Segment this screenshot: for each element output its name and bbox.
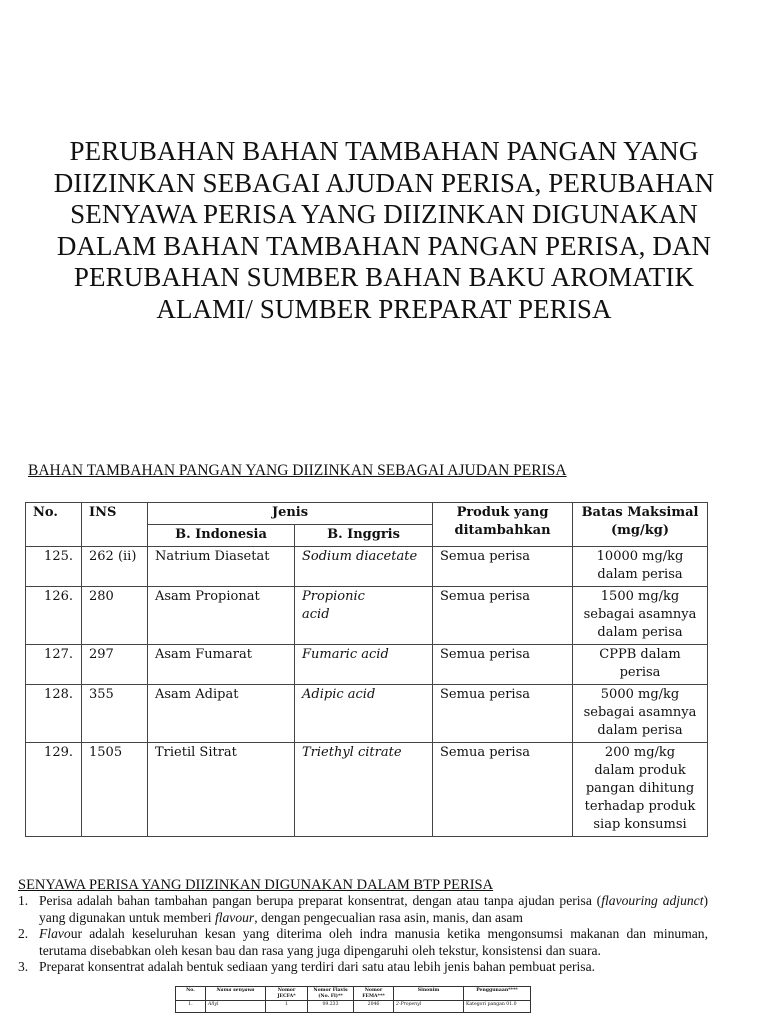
item-text-italic: flavour [214,909,255,925]
list-item [18,959,708,976]
small-cell: 2-Propenyl [394,1001,464,1013]
small-cell: Allyl [206,1001,266,1013]
col-produk-line: ditambahkan [454,523,551,538]
limit-line: terhadap produk [584,799,696,814]
title-line: PERUBAHAN SUMBER BAHAN BAKU AROMATIK [73,262,695,292]
cell-indo: Trietil Sitrat [148,743,295,837]
title-line: ALAMI/ SUMBER PREPARAT PERISA [156,293,612,324]
cell-eng: Sodium diacetate [295,547,433,587]
table-row [26,743,708,837]
limit-line: CPPB dalam [599,647,681,662]
limit-line: dalam perisa [597,567,683,582]
cell-ins: 1505 [82,743,148,837]
table-row [26,685,708,743]
flavour-compound-table [175,986,531,1013]
col-produk [433,503,573,547]
small-cell: 2046 [354,1001,394,1013]
col-produk-line: Produk yang [456,505,549,520]
col-b-indonesia: B. Indonesia [148,525,295,547]
section2-heading: SENYAWA PERISA YANG DIIZINKAN DIGUNAKAN DALAM BTP PERISA [18,877,494,893]
cell-eng: Triethyl citrate [295,743,433,837]
item-number: 3. [18,959,29,975]
cell-eng: Fumaric acid [295,645,433,685]
cell-limit [573,547,708,587]
cell-limit [573,685,708,743]
small-col-header: No. [176,987,206,1001]
col-batas [573,503,708,547]
limit-line: 5000 mg/kg [600,687,680,702]
small-col-header: Nomor Flavis (No. Fl)** [308,987,354,1001]
small-col-header: Nama senyawa [206,987,266,1001]
cell-ins: 355 [82,685,148,743]
table-row [26,587,708,645]
cell-eng-text: Propionic acid [302,589,365,622]
limit-line: sebagai asamnya [583,607,697,622]
small-cell: 1. [176,1001,206,1013]
cell-produk: Semua perisa [433,547,573,587]
limit-line: dalam produk [594,763,686,778]
item-text: , dengan pengecualian rasa asin, manis, dan asam [254,909,523,925]
cell-no: 125. [26,547,82,587]
cell-no: 126. [26,587,82,645]
item-text-italic: Flavo [39,926,71,942]
small-col-header: Penggunaan**** [464,987,531,1001]
limit-line: sebagai asamnya [583,705,697,720]
page-title [20,136,748,325]
cell-limit [573,743,708,837]
title-line: DIIZINKAN SEBAGAI AJUDAN PERISA, PERUBAHAN [53,167,715,198]
small-col-header: Sinonim [394,987,464,1001]
limit-line: pangan dihitung [585,781,695,796]
col-batas-line: Batas Maksimal [581,505,699,520]
adjunct-table [25,502,708,837]
small-cell: Kategori pangan 01.0 [464,1001,531,1013]
title-line: DALAM BAHAN TAMBAHAN PANGAN PERISA, DAN [56,230,712,261]
cell-no: 127. [26,645,82,685]
item-text: ) yang digunakan untuk memberi [39,893,709,925]
cell-produk: Semua perisa [433,587,573,645]
item-text: adalah keseluruhan kesan yang diterima oleh indra manusia ketika mengonsumsi makanan dan minuman, terutama disebabkan oleh kesan bau dan rasa yang juga dipengaruhi oleh tekstur, konsistensi dan suara. [39,926,708,958]
item-text: Perisa adalah bahan tambahan pangan berupa preparat konsentrat, dengan atau tanpa ajudan perisa ( [39,893,602,908]
list-item [18,893,708,926]
cell-produk: Semua perisa [433,685,573,743]
limit-line: perisa [619,665,661,680]
limit-line: siap konsumsi [593,817,687,832]
title-line: PERUBAHAN BAHAN TAMBAHAN PANGAN YANG [69,136,699,166]
cell-indo: Natrium Diasetat [148,547,295,587]
small-cell: 1 [266,1001,308,1013]
col-jenis: Jenis [148,503,433,525]
cell-eng [295,587,433,645]
small-col-header: Nomor JECFA* [266,987,308,1001]
limit-line: dalam perisa [597,625,683,640]
col-batas-line: (mg/kg) [611,523,670,538]
limit-line: 1500 mg/kg [600,589,680,604]
cell-produk: Semua perisa [433,645,573,685]
table-row [176,1001,531,1013]
cell-indo: Asam Propionat [148,587,295,645]
cell-ins: 297 [82,645,148,685]
title-line: SENYAWA PERISA YANG DIIZINKAN DIGUNAKAN [70,199,698,229]
item-text-italic: flavouring adjunct [601,893,704,908]
cell-limit [573,587,708,645]
cell-no: 128. [26,685,82,743]
cell-limit [573,645,708,685]
cell-ins: 280 [82,587,148,645]
cell-eng: Adipic acid [295,685,433,743]
cell-indo: Asam Adipat [148,685,295,743]
col-b-inggris: B. Inggris [295,525,433,547]
item-number: 2. [18,926,29,942]
limit-line: 200 mg/kg [604,745,676,760]
limit-line: dalam perisa [597,723,683,738]
small-col-header: Nomor FEMA*** [354,987,394,1001]
col-no: No. [26,503,82,547]
table-row [26,547,708,587]
definitions-list [18,893,708,976]
cell-indo: Asam Fumarat [148,645,295,685]
cell-no: 129. [26,743,82,837]
item-text: Preparat konsentrat adalah bentuk sediaan yang terdiri dari satu atau lebih jenis bahan pembuat perisa. [39,959,596,975]
col-ins: INS [82,503,148,547]
cell-produk: Semua perisa [433,743,573,837]
list-item [18,926,708,959]
cell-ins: 262 (ii) [82,547,148,587]
limit-line: 10000 mg/kg [596,549,684,564]
small-cell: 09.233 [308,1001,354,1013]
section1-heading: BAHAN TAMBAHAN PANGAN YANG DIIZINKAN SEBAGAI AJUDAN PERISA [28,462,567,479]
table-row [26,645,708,685]
item-number: 1. [18,893,29,908]
item-text: ur [70,926,83,942]
